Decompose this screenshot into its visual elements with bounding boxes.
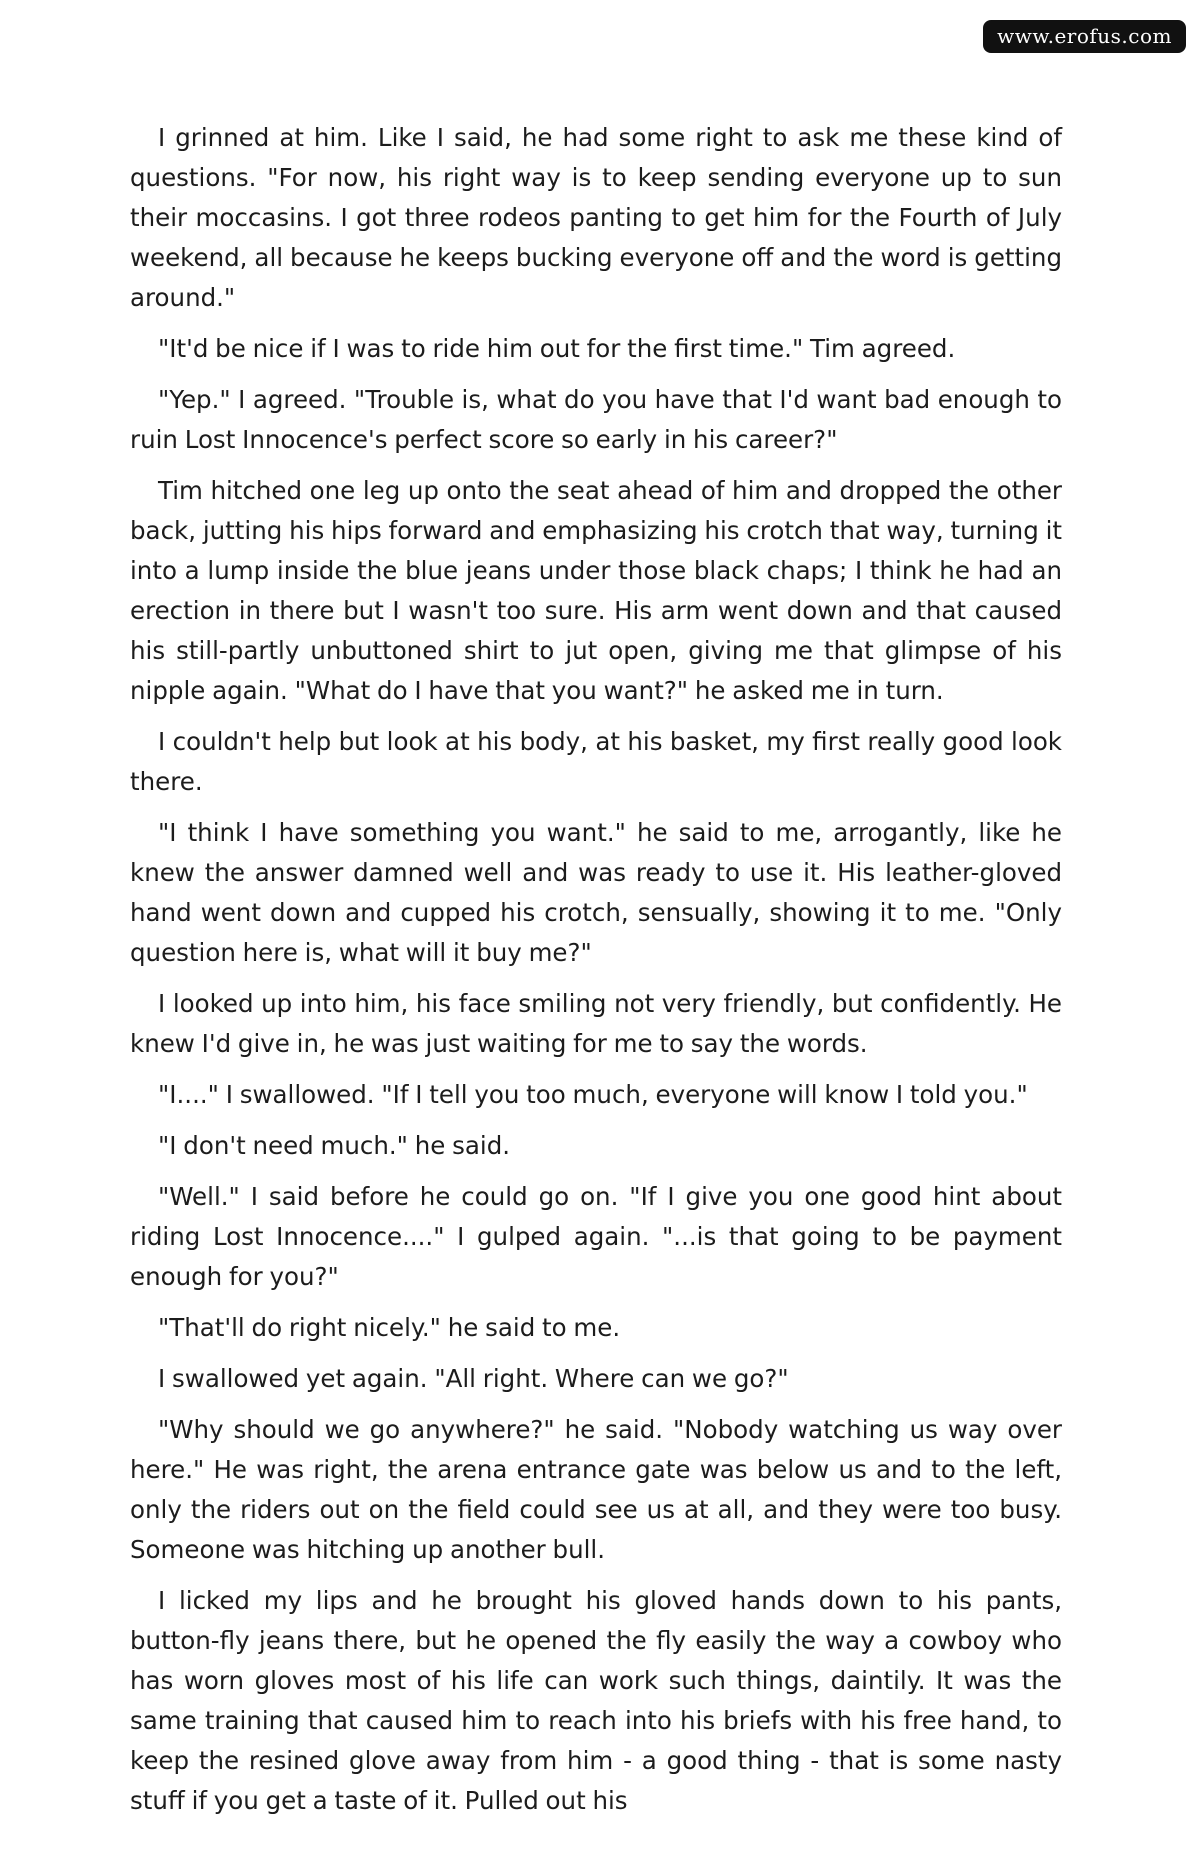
paragraph: I swallowed yet again. "All right. Where can we go?" — [158, 1364, 789, 1393]
paragraph: "That'll do right nicely." he said to me. — [158, 1313, 621, 1342]
paragraph: "Why should we go anywhere?" he said. "Nobody watching us way over here." He was right, the arena entrance gate was below us and to the left, only the riders out on the field could see us at all, and they were too busy. Someone was hitching up another bull. — [130, 1415, 1062, 1564]
paragraph: "It'd be nice if I was to ride him out for the first time." Tim agreed. — [158, 334, 956, 363]
paragraph: I grinned at him. Like I said, he had some right to ask me these kind of questions. "For now, his right way is to keep sending everyone up to sun their moccasins. I got three rodeos panting to get him for the Fourth of July weekend, all because he keeps bucking everyone off and the word is getting around." — [130, 123, 1062, 312]
paragraph: I looked up into him, his face smiling not very friendly, but confidently. He knew I'd give in, he was just waiting for me to say the words. — [130, 989, 1062, 1058]
paragraph: "I...." I swallowed. "If I tell you too much, everyone will know I told you." — [158, 1080, 1028, 1109]
paragraph: "Well." I said before he could go on. "If I give you one good hint about riding Lost Innocence...." I gulped again. "...is that going to be payment enough for you?" — [130, 1182, 1062, 1291]
paragraph: Tim hitched one leg up onto the seat ahead of him and dropped the other back, jutting his hips forward and emphasizing his crotch that way, turning it into a lump inside the blue jeans under those black chaps; I think he had an erection in there but I wasn't too sure. His arm went down and that caused his still-partly unbuttoned shirt to jut open, giving me that glimpse of his nipple again. "What do I have that you want?" he asked me in turn. — [130, 476, 1062, 705]
paragraph: "I don't need much." he said. — [158, 1131, 511, 1160]
paragraph: I licked my lips and he brought his gloved hands down to his pants, button-fly jeans there, but he opened the fly easily the way a cowboy who has worn gloves most of his life can work such things, daintily. It was the same training that caused him to reach into his briefs with his free hand, to keep the resined glove away from him - a good thing - that is some nasty stuff if you get a taste of it. Pulled out his — [130, 1586, 1062, 1815]
watermark-badge: www.erofus.com — [983, 20, 1186, 53]
paragraph: I couldn't help but look at his body, at his basket, my first really good look there. — [130, 727, 1062, 796]
paragraph: "Yep." I agreed. "Trouble is, what do you have that I'd want bad enough to ruin Lost Innocence's perfect score so early in his career?" — [130, 385, 1062, 454]
document-page — [130, 118, 1062, 1832]
paragraph: "I think I have something you want." he said to me, arrogantly, like he knew the answer damned well and was ready to use it. His leather-gloved hand went down and cupped his crotch, sensually, showing it to me. "Only question here is, what will it buy me?" — [130, 818, 1062, 967]
